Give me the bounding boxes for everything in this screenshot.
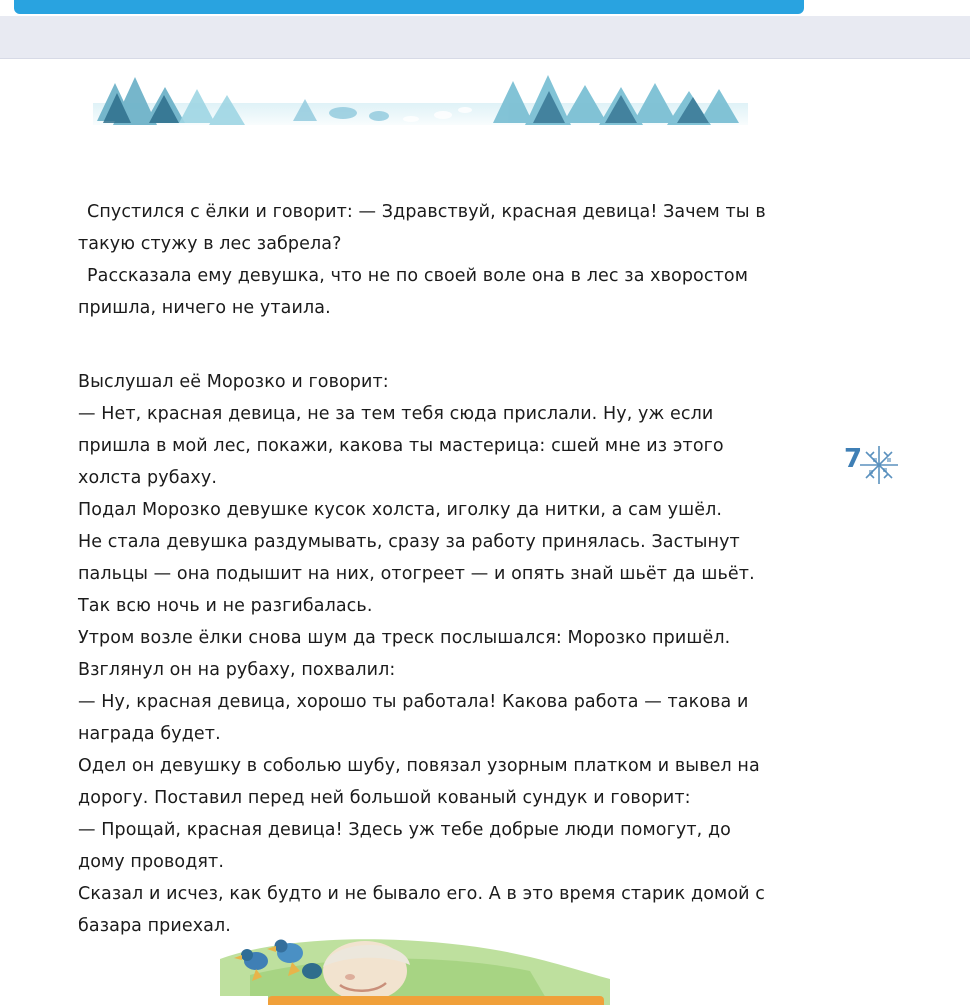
browser-toolbar-band xyxy=(0,16,970,59)
paragraph: Не стала девушка раздумывать, сразу за работу принялась. Застынут пальцы — она подышит на них, отогреет — и опять знай шьёт да шьёт. Так всю ночь и не разгибалась. xyxy=(78,532,755,616)
page-number-value: 7 xyxy=(844,444,863,474)
bottom-left-filler xyxy=(0,996,268,1005)
paragraph: Сказал и исчез, как будто и не бывало его. А в это время старик домой с базара приехал. xyxy=(78,884,765,936)
paragraph: Утром возле ёлки снова шум да треск послышался: Морозко пришёл. Взглянул он на рубаху, похвалил: xyxy=(78,628,731,680)
active-tab-accent[interactable] xyxy=(14,0,804,14)
old-man-with-birds-illustration xyxy=(190,919,610,1005)
browser-top-strip xyxy=(0,0,970,16)
first-passage xyxy=(78,196,778,324)
snowy-fir-branches-illustration xyxy=(93,69,748,131)
paragraph: — Нет, красная девица, не за тем тебя сюда прислали. Ну, уж если пришла в мой лес, покажи, какова ты мастерица: сшей мне из этого холста рубаху. xyxy=(78,404,724,488)
paragraph: Выслушал её Морозко и говорит: xyxy=(78,372,389,392)
paragraph: Спустился с ёлки и говорит: — Здравствуй, красная девица! Зачем ты в такую стужу в лес забрела? xyxy=(78,202,766,254)
paragraph: Одел он девушку в соболью шубу, повязал узорным платком и вывел на дорогу. Поставил перед ней большой кованый сундук и говорит: xyxy=(78,756,760,808)
document-page xyxy=(0,59,970,1005)
paragraph: Подал Морозко девушке кусок холста, иголку да нитки, а сам ушёл. xyxy=(78,500,723,520)
bottom-accent-bar[interactable] xyxy=(268,996,604,1005)
second-passage xyxy=(78,366,778,942)
paragraph: Рассказала ему девушка, что не по своей воле она в лес за хворостом пришла, ничего не утаила. xyxy=(78,266,748,318)
paragraph: — Прощай, красная девица! Здесь уж тебе добрые люди помогут, до дому проводят. xyxy=(78,820,731,872)
page-number xyxy=(840,444,900,498)
tabstrip-empty-area xyxy=(804,0,970,14)
paragraph: — Ну, красная девица, хорошо ты работала! Какова работа — такова и награда будет. xyxy=(78,692,749,744)
bird-shape xyxy=(302,963,322,979)
